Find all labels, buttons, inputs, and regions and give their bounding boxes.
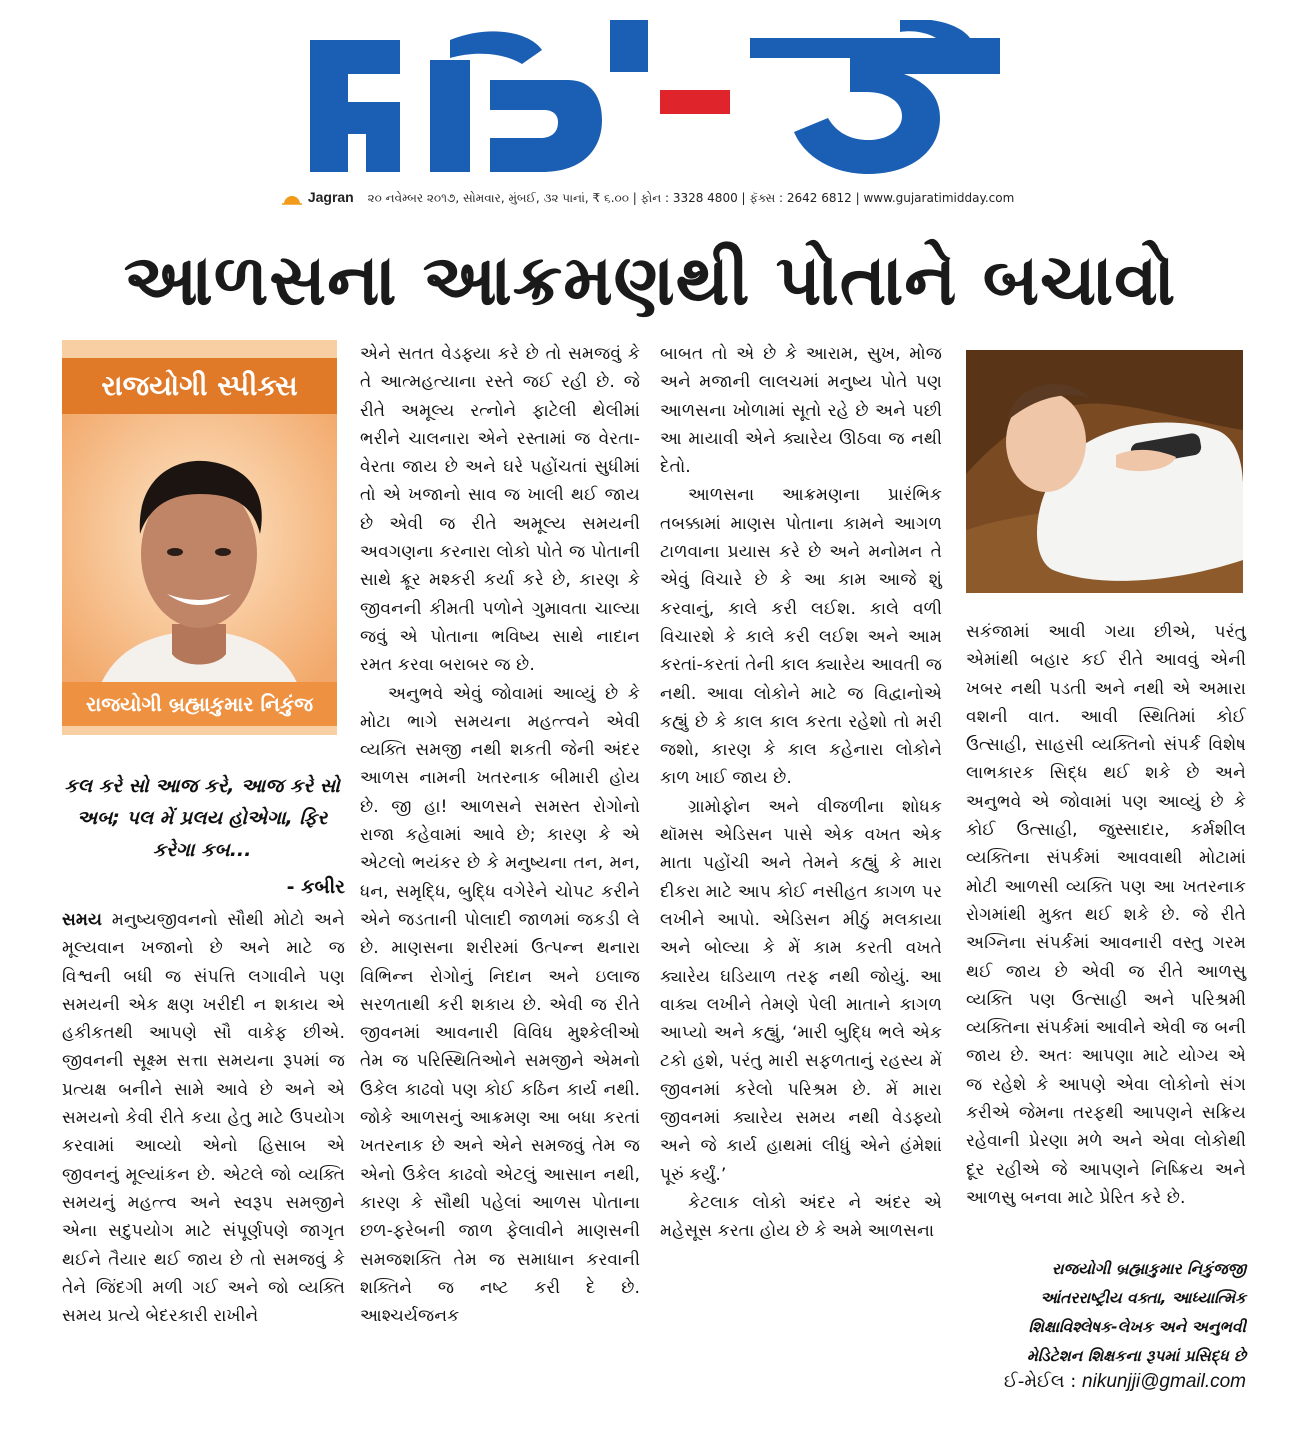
article-col3-paragraph-3: ગ્રામોફોન અને વીજળીના શોધક થૉમસ એડિસન પાસે એક વખત એક માતા પહોંચી અને તેમને કહ્યું કે મારા દીકરા માટે આપ કોઈ નસીહત કાગળ પર લખીને આપો. એડિસન મીઠું મલકાયા અને બોલ્યા કે મેં કામ કરતી વખતે ક્યારેય ઘડિયાળ તરફ નથી જોયું. આ વાક્ય લખીને તેમણે પેલી માતાને કાગળ આપ્યો અને કહ્યું, ‘મારી બુદ્ધિ ભલે એક ટકો હશે, પરંતુ મારી સફળતાનું રહસ્ય મેં જીવનમાં કરેલો પરિશ્રમ છે. મેં મારા જીવનમાં ક્યારેય સમય નથી વેડફ્યો અને જે કાર્ય હાથમાં લીધું એને હંમેશાં પૂરું કર્યું.’ (660, 796, 942, 1185)
author-portrait (62, 414, 337, 714)
masthead-logo-art (300, 20, 1040, 182)
article-col2-paragraph-1: એને સતત વેડફ્યા કરે છે તો સમજવું કે તે આત્મહત્યાના રસ્તે જઈ રહી છે. જે રીતે અમૂલ્ય રત્નોને ફાટેલી થેલીમાં ભરીને ચાલનારા એને રસ્તામાં જ વેરતા-વેરતા જાય છે અને ઘરે પહોંચતાં સુધીમાં તો એ ખજાનો સાવ જ ખાલી થઈ જાય છે એવી જ રીતે અમૂલ્ય સમયની અવગણના કરનારા લોકો પોતે જ પોતાની સાથે ક્રૂર મશ્કરી કર્યા કરે છે, કારણ કે જીવનની કીમતી પળોને ગુમાવતા ચાલ્યા જવું એ પોતાના ભવિષ્ય સાથે નાદાન રમત કરવા બરાબર જ છે. (360, 344, 640, 676)
dateline (282, 186, 1062, 208)
author-signature (966, 1255, 1246, 1371)
headline: આળસના આક્રમણથી પોતાને બચાવો (123, 239, 1177, 321)
jagran-sun-icon (282, 193, 302, 205)
article-col3-paragraph-4: કેટલાક લોકો અંદર ને અંદર એ મહેસૂસ કરતા હોય છે કે અમે આળસના (660, 1192, 942, 1242)
article-column-4 (966, 618, 1246, 1212)
signature-role-2: શિક્ષાવિશ્લેષક-લેખક અને અનુભવી (1028, 1318, 1246, 1336)
signature-role-1: આંતરરાષ્ટ્રીય વક્તા, આધ્યાત્મિક (1040, 1289, 1246, 1307)
jagran-brand: Jagran (307, 189, 354, 205)
article-col3-paragraph-2: આળસના આક્રમણના પ્રારંભિક તબક્કામાં માણસ પોતાના કામને આગળ ટાળવાના પ્રયાસ કરે છે અને મનોમન તે એવું વિચારે છે કે આ કામ આજે શું કરવાનું, કાલે કરી લઈશ. કાલે વળી વિચારશે કે કાલે કરી લઈશ અને આમ કરતાં-કરતાં તેની કાલ ક્યારેય આવતી જ નથી. આવા લોકોને માટે જ વિદ્વાનોએ કહ્યું છે કે કાલ કાલ કરતા રહેશો તો મરી જશો, કારણ કે કાલ કહેનારા લોકોને કાળ ખાઈ જાય છે. (660, 485, 942, 789)
author-email-line (966, 1371, 1246, 1393)
signature-name: રાજયોગી બ્રહ્માકુમાર નિકુંજજી (1051, 1260, 1246, 1278)
email-address[interactable]: nikunjji@gmail.com (1082, 1371, 1246, 1392)
article-col3-paragraph-1: બાબત તો એ છે કે આરામ, સુખ, મોજ અને મજાની લાલચમાં મનુષ્ય પોતે પણ આળસના ખોળામાં સૂતો રહે છે અને પછી આ માયાવી એને ક્યારેય ઊઠવા જ નથી દેતો. (660, 344, 942, 478)
column-profile-box (62, 340, 337, 735)
dateline-text: ૨૦ નવેમ્બર ૨૦૧૭, સોમવાર, મુંબઈ, ૩૨ પાનાં, ₹ ૬.૦૦ | ફોન : 3328 4800 | ફૅક્સ : 2642 6812 | www.gujaratimidday.com (367, 191, 1015, 205)
signature-role-3: મેડિટેશન શિક્ષકના રૂપમાં પ્રસિદ્ધ છે (1026, 1347, 1246, 1365)
masthead-logo (300, 20, 1040, 182)
email-label: ઈ-મેઈલ : (1003, 1371, 1083, 1392)
kabir-quote: કલ કરે સો આજ કરે, આજ કરે સો અબ; પલ મેં પ્રલય હોએગા, ફિર કરેગા કબ... (64, 775, 340, 861)
article-lead-word: સમય (62, 910, 103, 930)
article-col2-paragraph-2: અનુભવે એવું જોવામાં આવ્યું છે કે મોટા ભાગે સમયના મહત્ત્વને એવી વ્યક્તિ સમજી નથી શકતી જેની અંદર આળસ નામની ખતરનાક બીમારી હોય છે. જી હા! આળસને સમસ્ત રોગોનો રાજા કહેવામાં આવે છે; કારણ કે એ એટલો ભયંકર છે કે મનુષ્યના તન, મન, ધન, સમૃદ્ધિ, બુદ્ધિ વગેરેને ચોપટ કરીને એને જડતાની પોલાદી જાળમાં જકડી લે છે. માણસના શરીરમાં ઉત્પન્ન થનારા વિભિન્ન રોગોનું નિદાન અને ઇલાજ સરળતાથી કરી શકાય છે. એવી જ રીતે જીવનમાં આવનારી વિવિધ મુશ્કેલીઓ તેમ જ પરિસ્થિતિઓને સમજીને એમનો ઉકેલ કાઢવો પણ કોઈ કઠિન કાર્ય નથી. જોકે આળસનું આક્રમણ આ બધા કરતાં ખતરનાક છે અને એને સમજવું તેમ જ એનો ઉકેલ કાઢવો એટલું આસાન નથી, કારણ કે સૌથી પહેલાં આળસ પોતાના છળ-ફરેબની જાળ ફેલાવીને માણસની સમજશક્તિ તેમ જ સમાધાન કરવાની શક્તિને જ નષ્ટ કરી દે છે. આશ્ચર્યજનક (360, 683, 640, 1327)
article-col4-paragraph-1: સકંજામાં આવી ગયા છીએ, પરંતુ એમાંથી બહાર કઈ રીતે આવવું એની ખબર નથી પડતી અને નથી એ અમારા વશની વાત. આવી સ્થિતિમાં કોઈ ઉત્સાહી, સાહસી વ્યક્તિનો સંપર્ક વિશેષ લાભકારક સિદ્ધ થઈ શકે છે અને અનુભવે એ જોવામાં પણ આવ્યું છે કે કોઈ ઉત્સાહી, જુસ્સાદાર, કર્મશીલ વ્યક્તિના સંપર્કમાં આવવાથી મોટામાં મોટી આળસી વ્યક્તિ પણ આ ખતરનાક રોગમાંથી મુક્ત થઈ શકે છે. જે રીતે અગ્નિના સંપર્કમાં આવનારી વસ્તુ ગરમ થઈ જાય છે એવી જ રીતે આળસુ વ્યક્તિ પણ ઉત્સાહી અને પરિશ્રમી વ્યક્તિના સંપર્કમાં આવીને એવી જ બની જાય છે. અતઃ આપણા માટે યોગ્ય એ જ રહેશે કે આપણે એવા લોકોનો સંગ કરીએ જેમના તરફથી આપણને સક્રિય રહેવાની પ્રેરણા મળે અને એવા લોકોથી દૂર રહીએ જે આપણને નિષ્ક્રિય અને આળસુ બનવા માટે પ્રેરિત કરે છે. (966, 622, 1246, 1208)
column-label: રાજયોગી સ્પીક્સ (62, 358, 337, 414)
article-column-2 (360, 340, 640, 1330)
column-author-name: રાજયોગી બ્રહ્માકુમાર નિકુંજ (62, 682, 337, 726)
article-col1-text: મનુષ્યજીવનનો સૌથી મોટો અને મૂલ્યવાન ખજાનો છે અને માટે જ વિશ્વની બધી જ સંપત્તિ લગાવીને પણ સમયની એક ક્ષણ ખરીદી ન શકાય એ હકીકતથી આપણે સૌ વાકેફ છીએ. જીવનની સૂક્ષ્મ સત્તા સમયના રૂપમાં જ પ્રત્યક્ષ બનીને સામે આવે છે અને એ સમયનો કેવી રીતે કયા હેતુ માટે ઉપયોગ કરવામાં આવ્યો એનો હિસાબ એ જીવનનું મૂલ્યાંકન છે. એટલે જો વ્યક્તિ સમયનું મહત્ત્વ અને સ્વરૂપ સમજીને એના સદુપયોગ માટે સંપૂર્ણપણે જાગૃત થઈને તૈયાર થઈ જાય છે તો સમજવું કે તેને જિંદગી મળી ગઈ અને જો વ્યક્તિ સમય પ્રત્યે બેદરકારી રાખીને (62, 910, 345, 1327)
quote-author: - કબીર (286, 876, 345, 898)
article-column-3 (660, 340, 942, 1246)
article-column-1 (62, 906, 345, 1330)
sleeping-man-photo (966, 350, 1243, 593)
